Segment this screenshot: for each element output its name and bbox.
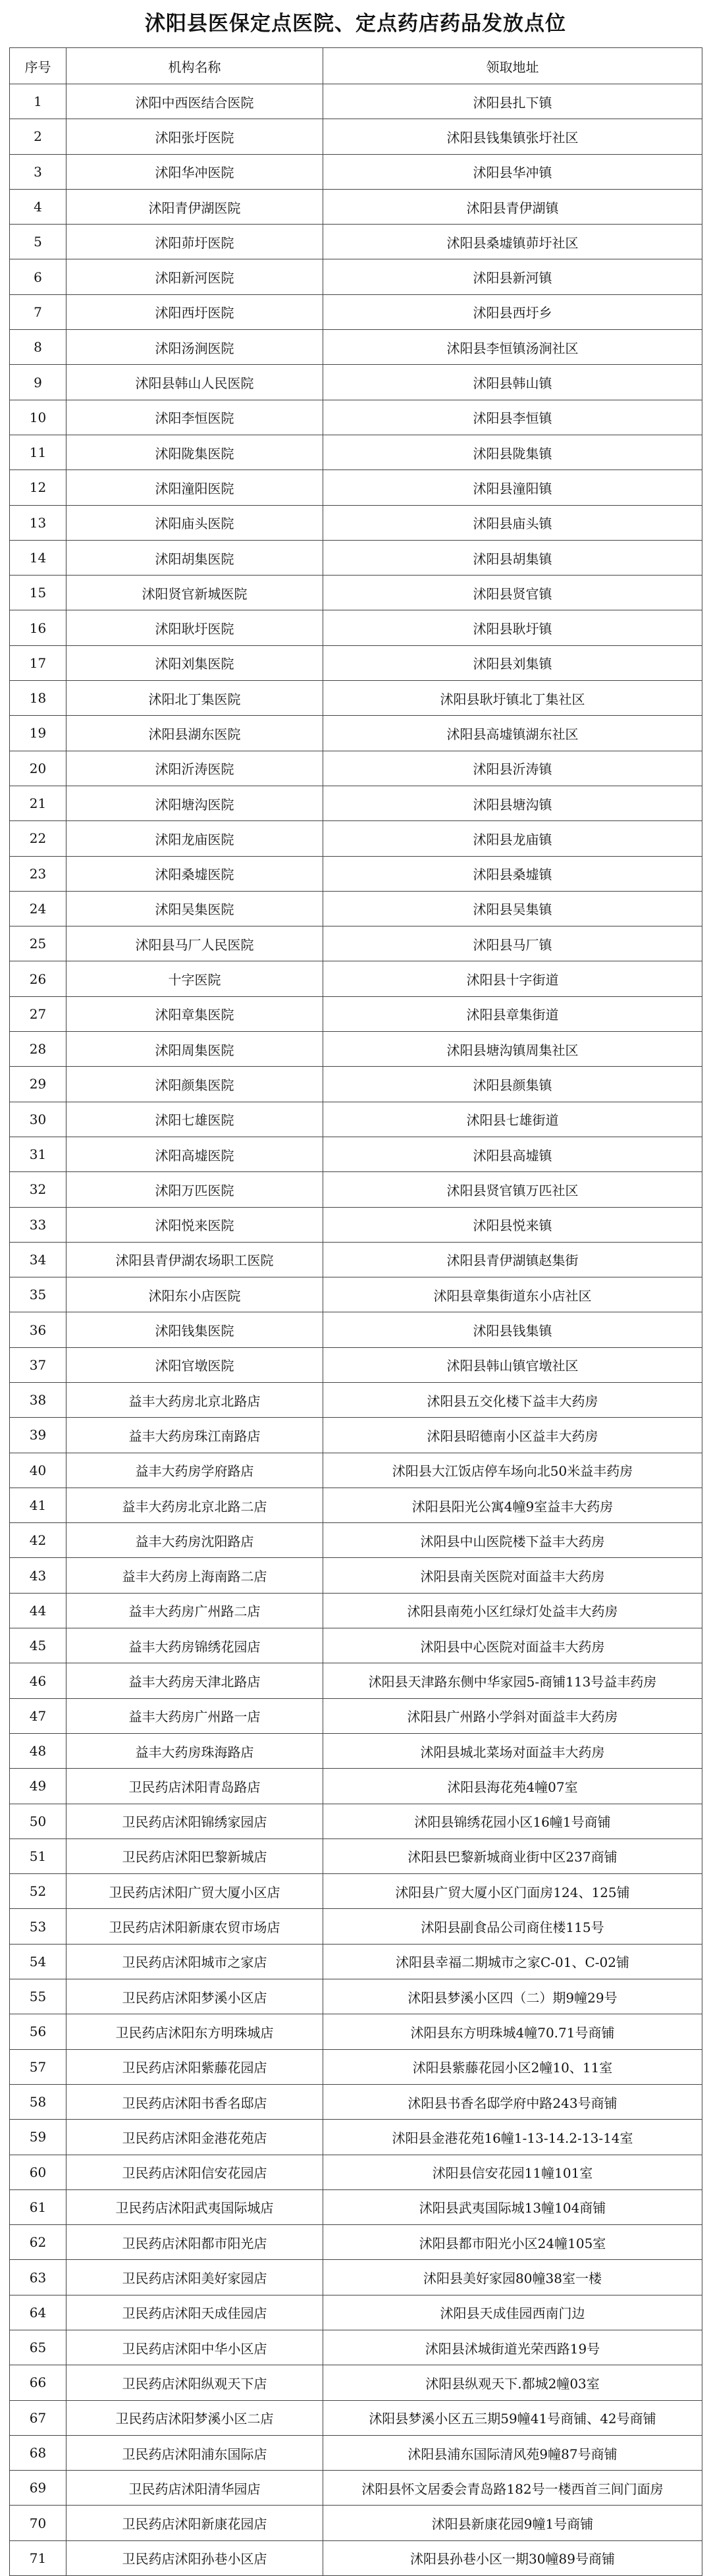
row-index: 31 <box>10 1137 66 1171</box>
row-institution: 沭阳张圩医院 <box>66 119 323 154</box>
row-address: 沭阳县武夷国际城13幢104商铺 <box>323 2189 702 2224</box>
row-index: 65 <box>10 2330 66 2365</box>
row-index: 36 <box>10 1312 66 1347</box>
row-index: 62 <box>10 2225 66 2260</box>
row-index: 29 <box>10 1067 66 1102</box>
row-institution: 沭阳北丁集医院 <box>66 681 323 716</box>
row-address: 沭阳县七雄街道 <box>323 1102 702 1137</box>
table-row <box>10 610 702 645</box>
table-row <box>10 1909 702 1944</box>
table-row <box>10 751 702 786</box>
row-address: 沭阳县金港花苑16幢1-13-14.2-13-14室 <box>323 2120 702 2155</box>
row-institution: 益丰大药房锦绣花园店 <box>66 1628 323 1663</box>
row-address: 沭阳县新河镇 <box>323 259 702 294</box>
row-address: 沭阳县钱集镇 <box>323 1312 702 1347</box>
table-row <box>10 400 702 435</box>
row-address: 沭阳县韩山镇官墩社区 <box>323 1347 702 1382</box>
row-institution: 卫民药店沭阳纵观天下店 <box>66 2365 323 2400</box>
row-index: 27 <box>10 996 66 1031</box>
row-institution: 沭阳李恒医院 <box>66 400 323 435</box>
row-institution: 沭阳刘集医院 <box>66 645 323 680</box>
row-index: 35 <box>10 1277 66 1312</box>
table-row <box>10 2506 702 2540</box>
table-row <box>10 1698 702 1733</box>
row-address: 沭阳县颜集镇 <box>323 1067 702 1102</box>
row-index: 47 <box>10 1698 66 1733</box>
row-address: 沭阳县章集街道东小店社区 <box>323 1277 702 1312</box>
row-address: 沭阳县韩山镇 <box>323 365 702 400</box>
row-institution: 沭阳中西医结合医院 <box>66 84 323 119</box>
row-institution: 沭阳县青伊湖农场职工医院 <box>66 1242 323 1277</box>
table-row <box>10 1769 702 1804</box>
row-institution: 卫民药店沭阳美好家园店 <box>66 2260 323 2295</box>
table-row <box>10 2225 702 2260</box>
row-institution: 沭阳桑墟医院 <box>66 856 323 891</box>
row-address: 沭阳县十字街道 <box>323 961 702 996</box>
table-row <box>10 1242 702 1277</box>
row-institution: 卫民药店沭阳信安花园店 <box>66 2155 323 2189</box>
table-row <box>10 2400 702 2435</box>
row-address: 沭阳县怀文居委会青岛路182号一楼西首三间门面房 <box>323 2471 702 2506</box>
table-row <box>10 2260 702 2295</box>
table-row <box>10 189 702 224</box>
table-row <box>10 821 702 856</box>
row-index: 58 <box>10 2084 66 2119</box>
row-index: 20 <box>10 751 66 786</box>
table-row <box>10 1804 702 1838</box>
row-institution: 卫民药店沭阳新康农贸市场店 <box>66 1909 323 1944</box>
table-row <box>10 2540 702 2575</box>
row-address: 沭阳县海花苑4幢07室 <box>323 1769 702 1804</box>
table-row <box>10 1418 702 1453</box>
row-address: 沭阳县华冲镇 <box>323 154 702 189</box>
row-address: 沭阳县昭德南小区益丰大药房 <box>323 1418 702 1453</box>
row-address: 沭阳县高墟镇湖东社区 <box>323 716 702 751</box>
row-institution: 益丰大药房珠海路店 <box>66 1733 323 1768</box>
row-institution: 卫民药店沭阳清华园店 <box>66 2471 323 2506</box>
table-row <box>10 1944 702 1979</box>
row-institution: 沭阳贤官新城医院 <box>66 576 323 610</box>
row-address: 沭阳县塘沟镇周集社区 <box>323 1032 702 1067</box>
row-index: 23 <box>10 856 66 891</box>
row-address: 沭阳县龙庙镇 <box>323 821 702 856</box>
table-row <box>10 1453 702 1488</box>
row-address: 沭阳县城北菜场对面益丰大药房 <box>323 1733 702 1768</box>
table-row <box>10 119 702 154</box>
row-address: 沭阳县钱集镇张圩社区 <box>323 119 702 154</box>
row-index: 30 <box>10 1102 66 1137</box>
row-index: 45 <box>10 1628 66 1663</box>
table-row <box>10 259 702 294</box>
row-index: 32 <box>10 1172 66 1207</box>
row-institution: 卫民药店沭阳天成佳园店 <box>66 2295 323 2330</box>
row-index: 10 <box>10 400 66 435</box>
row-index: 16 <box>10 610 66 645</box>
table-row <box>10 2014 702 2049</box>
row-address: 沭阳县青伊湖镇 <box>323 189 702 224</box>
row-index: 3 <box>10 154 66 189</box>
row-address: 沭阳县巴黎新城商业街中区237商铺 <box>323 1838 702 1873</box>
row-index: 8 <box>10 330 66 365</box>
table-row <box>10 716 702 751</box>
row-institution: 十字医院 <box>66 961 323 996</box>
row-index: 24 <box>10 891 66 926</box>
row-index: 68 <box>10 2435 66 2470</box>
row-address: 沭阳县吴集镇 <box>323 891 702 926</box>
table-row <box>10 2155 702 2189</box>
row-institution: 卫民药店沭阳梦溪小区二店 <box>66 2400 323 2435</box>
table-row <box>10 540 702 575</box>
row-institution: 沭阳庙头医院 <box>66 505 323 540</box>
table-row <box>10 1874 702 1909</box>
row-index: 44 <box>10 1593 66 1628</box>
row-index: 5 <box>10 225 66 259</box>
row-address: 沭阳县新康花园9幢1号商铺 <box>323 2506 702 2540</box>
row-institution: 益丰大药房沈阳路店 <box>66 1523 323 1558</box>
row-index: 67 <box>10 2400 66 2435</box>
row-institution: 沭阳新河医院 <box>66 259 323 294</box>
table-row <box>10 1733 702 1768</box>
row-index: 43 <box>10 1558 66 1593</box>
row-index: 55 <box>10 1979 66 2014</box>
row-address: 沭阳县潼阳镇 <box>323 470 702 505</box>
table-row <box>10 435 702 470</box>
row-index: 22 <box>10 821 66 856</box>
row-address: 沭阳县刘集镇 <box>323 645 702 680</box>
table-body <box>10 84 702 2576</box>
table-row <box>10 996 702 1031</box>
row-institution: 沭阳周集医院 <box>66 1032 323 1067</box>
table-row <box>10 225 702 259</box>
row-address: 沭阳县李恒镇汤涧社区 <box>323 330 702 365</box>
row-index: 38 <box>10 1382 66 1417</box>
row-institution: 卫民药店沭阳浦东国际店 <box>66 2435 323 2470</box>
row-institution: 卫民药店沭阳武夷国际城店 <box>66 2189 323 2224</box>
row-address: 沭阳县马厂镇 <box>323 926 702 961</box>
row-index: 52 <box>10 1874 66 1909</box>
row-institution: 沭阳县湖东医院 <box>66 716 323 751</box>
row-index: 71 <box>10 2540 66 2575</box>
row-address: 沭阳县沂涛镇 <box>323 751 702 786</box>
row-index: 49 <box>10 1769 66 1804</box>
row-index: 12 <box>10 470 66 505</box>
table-row <box>10 1067 702 1102</box>
row-institution: 沭阳七雄医院 <box>66 1102 323 1137</box>
row-index: 14 <box>10 540 66 575</box>
row-address: 沭阳县高墟镇 <box>323 1137 702 1171</box>
table-row <box>10 1488 702 1522</box>
row-institution: 益丰大药房上海南路二店 <box>66 1558 323 1593</box>
table-row <box>10 1382 702 1417</box>
row-address: 沭阳县美好家园80幢38室一楼 <box>323 2260 702 2295</box>
row-index: 39 <box>10 1418 66 1453</box>
table-row <box>10 1558 702 1593</box>
table-row <box>10 1172 702 1207</box>
row-index: 63 <box>10 2260 66 2295</box>
header-address: 领取地址 <box>323 48 702 84</box>
table-row <box>10 2365 702 2400</box>
row-institution: 卫民药店沭阳孙巷小区店 <box>66 2540 323 2575</box>
table-row <box>10 1207 702 1242</box>
row-institution: 沭阳官墩医院 <box>66 1347 323 1382</box>
row-index: 42 <box>10 1523 66 1558</box>
table-row <box>10 856 702 891</box>
row-index: 17 <box>10 645 66 680</box>
row-address: 沭阳县扎下镇 <box>323 84 702 119</box>
row-institution: 卫民药店沭阳东方明珠城店 <box>66 2014 323 2049</box>
row-address: 沭阳县南苑小区红绿灯处益丰大药房 <box>323 1593 702 1628</box>
row-address: 沭阳县纵观天下.都城2幢03室 <box>323 2365 702 2400</box>
row-index: 59 <box>10 2120 66 2155</box>
row-address: 沭阳县天津路东侧中华家园5-商铺113号益丰药房 <box>323 1663 702 1698</box>
table-row <box>10 681 702 716</box>
table-row <box>10 2435 702 2470</box>
table-row <box>10 1347 702 1382</box>
table-row <box>10 294 702 329</box>
row-address: 沭阳县锦绣花园小区16幢1号商铺 <box>323 1804 702 1838</box>
table-row <box>10 1663 702 1698</box>
table-row <box>10 84 702 119</box>
row-institution: 卫民药店沭阳书香名邸店 <box>66 2084 323 2119</box>
row-address: 沭阳县天成佳园西南门边 <box>323 2295 702 2330</box>
row-address: 沭阳县中山医院楼下益丰大药房 <box>323 1523 702 1558</box>
row-address: 沭阳县阳光公寓4幢9室益丰大药房 <box>323 1488 702 1522</box>
row-index: 7 <box>10 294 66 329</box>
row-institution: 卫民药店沭阳都市阳光店 <box>66 2225 323 2260</box>
header-institution: 机构名称 <box>66 48 323 84</box>
row-institution: 益丰大药房珠江南路店 <box>66 1418 323 1453</box>
table-row <box>10 2471 702 2506</box>
row-index: 37 <box>10 1347 66 1382</box>
row-index: 40 <box>10 1453 66 1488</box>
row-institution: 沭阳吴集医院 <box>66 891 323 926</box>
row-institution: 沭阳县马厂人民医院 <box>66 926 323 961</box>
row-address: 沭阳县幸福二期城市之家C-01、C-02铺 <box>323 1944 702 1979</box>
row-index: 15 <box>10 576 66 610</box>
row-index: 48 <box>10 1733 66 1768</box>
row-institution: 卫民药店沭阳金港花苑店 <box>66 2120 323 2155</box>
row-address: 沭阳县耿圩镇北丁集社区 <box>323 681 702 716</box>
row-index: 50 <box>10 1804 66 1838</box>
row-address: 沭阳县广贸大厦小区门面房124、125铺 <box>323 1874 702 1909</box>
row-index: 21 <box>10 786 66 820</box>
table-row <box>10 1838 702 1873</box>
table-row <box>10 470 702 505</box>
row-address: 沭阳县桑墟镇茆圩社区 <box>323 225 702 259</box>
row-address: 沭阳县章集街道 <box>323 996 702 1031</box>
table-row <box>10 2120 702 2155</box>
row-address: 沭阳县陇集镇 <box>323 435 702 470</box>
table-row <box>10 1277 702 1312</box>
row-institution: 沭阳东小店医院 <box>66 1277 323 1312</box>
row-index: 1 <box>10 84 66 119</box>
row-address: 沭阳县都市阳光小区24幢105室 <box>323 2225 702 2260</box>
table-row <box>10 1102 702 1137</box>
row-index: 6 <box>10 259 66 294</box>
row-index: 9 <box>10 365 66 400</box>
row-institution: 沭阳耿圩医院 <box>66 610 323 645</box>
row-institution: 益丰大药房广州路一店 <box>66 1698 323 1733</box>
table-row <box>10 2295 702 2330</box>
row-institution: 沭阳华冲医院 <box>66 154 323 189</box>
row-institution: 沭阳钱集医院 <box>66 1312 323 1347</box>
table-row <box>10 786 702 820</box>
row-address: 沭阳县信安花园11幢101室 <box>323 2155 702 2189</box>
row-address: 沭阳县五交化楼下益丰大药房 <box>323 1382 702 1417</box>
row-address: 沭阳县浦东国际清风苑9幢87号商铺 <box>323 2435 702 2470</box>
row-institution: 沭阳胡集医院 <box>66 540 323 575</box>
row-index: 56 <box>10 2014 66 2049</box>
row-address: 沭阳县副食品公司商住楼115号 <box>323 1909 702 1944</box>
table-row <box>10 961 702 996</box>
table-row <box>10 2330 702 2365</box>
row-index: 28 <box>10 1032 66 1067</box>
row-address: 沭阳县梦溪小区五三期59幢41号商铺、42号商铺 <box>323 2400 702 2435</box>
table-row <box>10 926 702 961</box>
row-institution: 卫民药店沭阳锦绣家园店 <box>66 1804 323 1838</box>
row-address: 沭阳县梦溪小区四（二）期9幢29号 <box>323 1979 702 2014</box>
row-institution: 卫民药店沭阳新康花园店 <box>66 2506 323 2540</box>
row-index: 34 <box>10 1242 66 1277</box>
header-row <box>10 48 702 84</box>
row-address: 沭阳县孙巷小区一期30幢89号商铺 <box>323 2540 702 2575</box>
row-index: 46 <box>10 1663 66 1698</box>
row-index: 2 <box>10 119 66 154</box>
row-address: 沭阳县紫藤花园小区2幢10、11室 <box>323 2049 702 2084</box>
row-index: 13 <box>10 505 66 540</box>
table-row <box>10 891 702 926</box>
row-index: 18 <box>10 681 66 716</box>
row-index: 33 <box>10 1207 66 1242</box>
table-row <box>10 1593 702 1628</box>
row-address: 沭阳县塘沟镇 <box>323 786 702 820</box>
row-index: 53 <box>10 1909 66 1944</box>
table-row <box>10 1523 702 1558</box>
row-address: 沭阳县大江饭店停车场向北50米益丰药房 <box>323 1453 702 1488</box>
row-address: 沭阳县贤官镇 <box>323 576 702 610</box>
row-address: 沭阳县庙头镇 <box>323 505 702 540</box>
row-index: 69 <box>10 2471 66 2506</box>
row-institution: 卫民药店沭阳青岛路店 <box>66 1769 323 1804</box>
table-row <box>10 330 702 365</box>
row-address: 沭阳县胡集镇 <box>323 540 702 575</box>
row-index: 11 <box>10 435 66 470</box>
row-institution: 益丰大药房天津北路店 <box>66 1663 323 1698</box>
row-index: 60 <box>10 2155 66 2189</box>
table-row <box>10 505 702 540</box>
table-row <box>10 154 702 189</box>
table-row <box>10 1312 702 1347</box>
table-row <box>10 1979 702 2014</box>
row-index: 64 <box>10 2295 66 2330</box>
row-institution: 沭阳茆圩医院 <box>66 225 323 259</box>
row-institution: 沭阳陇集医院 <box>66 435 323 470</box>
row-institution: 益丰大药房北京北路二店 <box>66 1488 323 1522</box>
row-institution: 沭阳县韩山人民医院 <box>66 365 323 400</box>
row-address: 沭阳县西圩乡 <box>323 294 702 329</box>
row-institution: 益丰大药房广州路二店 <box>66 1593 323 1628</box>
table-row <box>10 2084 702 2119</box>
row-institution: 沭阳章集医院 <box>66 996 323 1031</box>
row-address: 沭阳县东方明珠城4幢70.71号商铺 <box>323 2014 702 2049</box>
distribution-table <box>9 47 702 2576</box>
row-institution: 沭阳悦来医院 <box>66 1207 323 1242</box>
row-address: 沭阳县广州路小学斜对面益丰大药房 <box>323 1698 702 1733</box>
row-address: 沭阳县李恒镇 <box>323 400 702 435</box>
table-row <box>10 1628 702 1663</box>
row-index: 4 <box>10 189 66 224</box>
row-institution: 卫民药店沭阳巴黎新城店 <box>66 1838 323 1873</box>
row-address: 沭阳县青伊湖镇赵集街 <box>323 1242 702 1277</box>
row-institution: 沭阳高墟医院 <box>66 1137 323 1171</box>
row-address: 沭阳县中心医院对面益丰大药房 <box>323 1628 702 1663</box>
row-institution: 沭阳万匹医院 <box>66 1172 323 1207</box>
row-address: 沭阳县桑墟镇 <box>323 856 702 891</box>
row-institution: 沭阳汤涧医院 <box>66 330 323 365</box>
table-row <box>10 2189 702 2224</box>
row-address: 沭阳县南关医院对面益丰大药房 <box>323 1558 702 1593</box>
page-title: 沭阳县医保定点医院、定点药店药品发放点位 <box>145 12 566 36</box>
table-row <box>10 365 702 400</box>
row-index: 57 <box>10 2049 66 2084</box>
table-row <box>10 576 702 610</box>
row-institution: 益丰大药房北京北路店 <box>66 1382 323 1417</box>
row-index: 61 <box>10 2189 66 2224</box>
row-index: 51 <box>10 1838 66 1873</box>
row-index: 54 <box>10 1944 66 1979</box>
row-address: 沭阳县悦来镇 <box>323 1207 702 1242</box>
table-row <box>10 645 702 680</box>
row-address: 沭阳县贤官镇万匹社区 <box>323 1172 702 1207</box>
row-institution: 沭阳龙庙医院 <box>66 821 323 856</box>
row-index: 66 <box>10 2365 66 2400</box>
row-institution: 卫民药店沭阳城市之家店 <box>66 1944 323 1979</box>
row-index: 26 <box>10 961 66 996</box>
row-institution: 沭阳西圩医院 <box>66 294 323 329</box>
row-institution: 卫民药店沭阳中华小区店 <box>66 2330 323 2365</box>
row-institution: 卫民药店沭阳广贸大厦小区店 <box>66 1874 323 1909</box>
row-institution: 卫民药店沭阳梦溪小区店 <box>66 1979 323 2014</box>
table-row <box>10 1137 702 1171</box>
row-address: 沭阳县耿圩镇 <box>323 610 702 645</box>
row-institution: 沭阳沂涛医院 <box>66 751 323 786</box>
row-institution: 沭阳塘沟医院 <box>66 786 323 820</box>
header-index: 序号 <box>10 48 66 84</box>
row-institution: 卫民药店沭阳紫藤花园店 <box>66 2049 323 2084</box>
row-index: 25 <box>10 926 66 961</box>
row-institution: 沭阳潼阳医院 <box>66 470 323 505</box>
table-row <box>10 1032 702 1067</box>
row-index: 19 <box>10 716 66 751</box>
row-address: 沭阳县沭城街道光荣西路19号 <box>323 2330 702 2365</box>
table-header <box>10 48 702 84</box>
row-institution: 沭阳青伊湖医院 <box>66 189 323 224</box>
row-address: 沭阳县书香名邸学府中路243号商铺 <box>323 2084 702 2119</box>
row-index: 41 <box>10 1488 66 1522</box>
row-index: 70 <box>10 2506 66 2540</box>
table-row <box>10 2049 702 2084</box>
row-institution: 益丰大药房学府路店 <box>66 1453 323 1488</box>
row-institution: 沭阳颜集医院 <box>66 1067 323 1102</box>
